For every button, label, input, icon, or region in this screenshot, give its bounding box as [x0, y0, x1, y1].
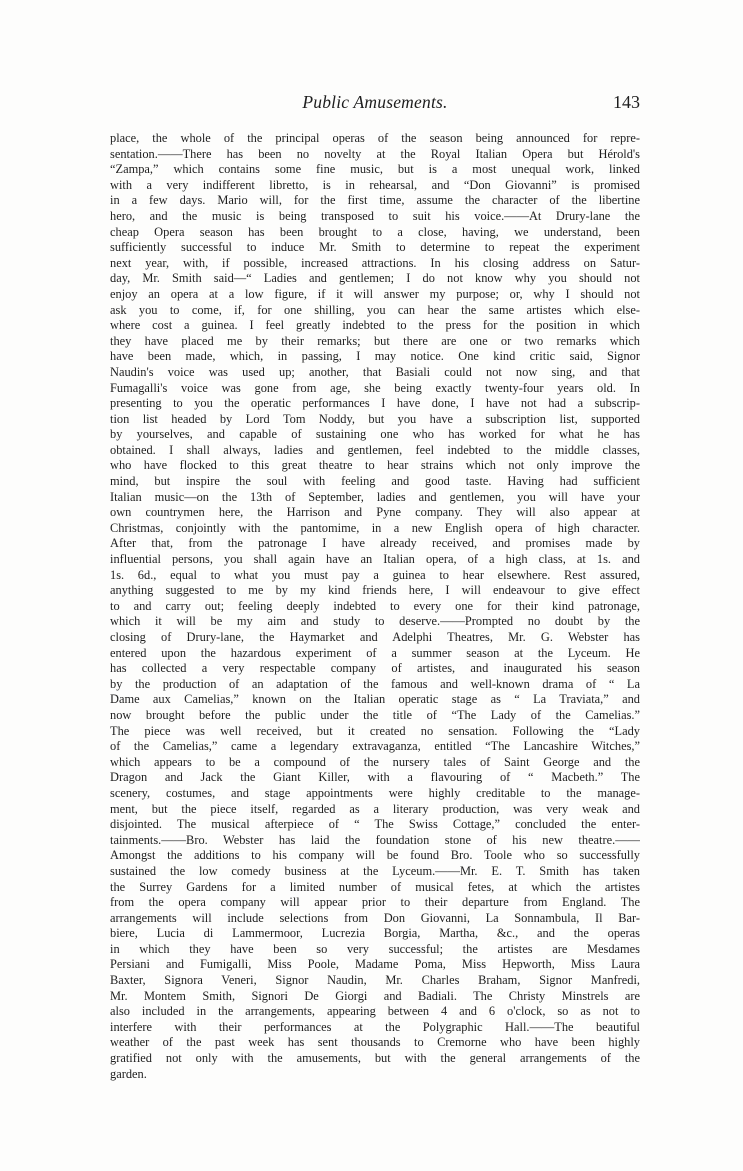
text-line: enjoy an opera at a low figure, if it will answer my purpose; or, why I should not — [110, 286, 640, 301]
text-line: Persiani and Fumigalli, Miss Poole, Madame Poma, Miss Hepworth, Miss Laura — [110, 957, 640, 972]
text-line: which appears to be a compound of the nursery tales of Saint George and the — [110, 754, 640, 769]
text-line: by the production of an adaptation of the famous and well-known drama of “ La — [110, 676, 640, 691]
text-line: Fumagalli's voice was gone from age, she being exactly twenty-four years old. In — [110, 380, 640, 395]
text-line: anything suggested to me by my kind friends here, I will endeavour to give effect — [110, 583, 640, 598]
text-line: The piece was well received, but it created no sensation. Following the “Lady — [110, 723, 640, 738]
text-line: ment, but the piece itself, regarded as a literary production, was very weak and — [110, 801, 640, 816]
text-line: arrangements will include selections from Don Giovanni, La Sonnambula, Il Bar- — [110, 910, 640, 925]
text-line: in which they have been so very successful; the artistes are Mesdames — [110, 941, 640, 956]
text-line: 1s. 6d., equal to what you must pay a guinea to hear elsewhere. Rest assured, — [110, 567, 640, 582]
text-line: by yourselves, and capable of sustaining one who has worked for what he has — [110, 427, 640, 442]
text-line: the Surrey Gardens for a limited number of musical fetes, at which the artistes — [110, 879, 640, 894]
text-line: hero, and the music is being transposed to suit his voice.——At Drury-lane the — [110, 208, 640, 223]
text-line: sustained the low comedy business at the Lyceum.——Mr. E. T. Smith has taken — [110, 863, 640, 878]
text-line: Christmas, conjointly with the pantomime, in a new English opera of high character. — [110, 520, 640, 535]
text-line: Mr. Montem Smith, Signori De Giorgi and Badiali. The Christy Minstrels are — [110, 988, 640, 1003]
text-line: presenting to you the operatic performances I have done, I have not had a subscrip- — [110, 396, 640, 411]
text-line: next year, with, if possible, increased attractions. In his closing address on Satur- — [110, 255, 640, 270]
text-line: Naudin's voice was used up; another, that Basiali could not now sing, and that — [110, 364, 640, 379]
text-line: own countrymen here, the Harrison and Pyne company. They will also appear at — [110, 505, 640, 520]
text-line: obtained. I shall always, ladies and gentlemen, feel indebted to the middle classes, — [110, 442, 640, 457]
text-line: day, Mr. Smith said—“ Ladies and gentlemen; I do not know why you should not — [110, 271, 640, 286]
text-line: gratified not only with the amusements, but with the general arrangements of the — [110, 1051, 640, 1066]
text-line: where cost a guinea. I feel greatly indebted to the press for the position in which — [110, 318, 640, 333]
text-line: has collected a very respectable company of artistes, and inaugurated his season — [110, 661, 640, 676]
text-line: sentation.——There has been no novelty at the Royal Italian Opera but Hérold's — [110, 146, 640, 161]
page-title: Public Amusements. — [302, 92, 448, 112]
text-line: from the opera company will appear prior to their departure from England. The — [110, 895, 640, 910]
text-line: ask you to come, if, for one shilling, you can hear the same artistes which else- — [110, 302, 640, 317]
text-line: cheap Opera season has been brought to a close, having, we understand, been — [110, 224, 640, 239]
text-line: interfere with their performances at the Polygraphic Hall.——The beautiful — [110, 1019, 640, 1034]
text-line: Baxter, Signora Veneri, Signor Naudin, Mr. Charles Braham, Signor Manfredi, — [110, 973, 640, 988]
text-line: who have flocked to this great theatre to hear strains which not only improve the — [110, 458, 640, 473]
text-line: Amongst the additions to his company will be found Bro. Toole who so successfully — [110, 848, 640, 863]
text-line: weather of the past week has sent thousands to Cremorne who have been highly — [110, 1035, 640, 1050]
text-line: scenery, costumes, and stage appointments were highly creditable to the manage- — [110, 785, 640, 800]
text-line: “Zampa,” which contains some fine music, but is a most unequal work, linked — [110, 162, 640, 177]
text-line: they have placed me by their remarks; but there are one or two remarks which — [110, 333, 640, 348]
text-line: biere, Lucia di Lammermoor, Lucrezia Borgia, Martha, &c., and the operas — [110, 926, 640, 941]
text-line: sufficiently successful to induce Mr. Smith to determine to repeat the experiment — [110, 240, 640, 255]
text-line: tainments.——Bro. Webster has laid the foundation stone of his new theatre.—— — [110, 832, 640, 847]
text-line: influential persons, you shall again have an Italian opera, of a high class, at 1s. and — [110, 552, 640, 567]
text-line: also included in the arrangements, appearing between 4 and 6 o'clock, so as not to — [110, 1004, 640, 1019]
text-line: closing of Drury-lane, the Haymarket and Adelphi Theatres, Mr. G. Webster has — [110, 630, 640, 644]
text-line: tion list headed by Lord Tom Noddy, but you have a subscription list, supported — [110, 411, 640, 426]
text-line: garden. — [110, 1066, 147, 1081]
text-line: Dame aux Camelias,” known on the Italian operatic stage as “ La Traviata,” and — [110, 692, 640, 707]
article-body — [110, 131, 640, 1082]
text-line: Italian music—on the 13th of September, ladies and gentlemen, you will have your — [110, 489, 640, 504]
text-line: of the Camelias,” came a legendary extravaganza, entitled “The Lancashire Witches,” — [110, 739, 640, 754]
text-line: place, the whole of the principal operas of the season being announced for repre- — [110, 131, 640, 145]
text-line: now brought before the public under the title of “The Lady of the Camelias.” — [110, 707, 640, 722]
text-line: After that, from the patronage I have already received, and promises made by — [110, 536, 640, 551]
text-line: which it will be my aim and study to deserve.——Prompted no doubt by the — [110, 614, 640, 629]
text-line: have been made, which, in passing, I may notice. One kind critic said, Signor — [110, 349, 640, 364]
text-line: to and carry out; feeling deeply indebted to every one for their kind patronage, — [110, 598, 640, 613]
text-line: entered upon the hazardous experiment of a summer season at the Lyceum. He — [110, 645, 640, 660]
text-line: disjointed. The musical afterpiece of “ The Swiss Cottage,” concluded the enter- — [110, 817, 640, 832]
text-line: in a few days. Mario will, for the first time, assume the character of the libertine — [110, 193, 640, 208]
page-number: 143 — [613, 92, 640, 112]
text-line: with a very indifferent libretto, is in rehearsal, and “Don Giovanni” is promised — [110, 177, 640, 192]
text-line: Dragon and Jack the Giant Killer, with a flavouring of “ Macbeth.” The — [110, 770, 640, 785]
running-head — [110, 92, 640, 116]
text-line: mind, but inspire the soul with feeling and good taste. Having had sufficient — [110, 474, 640, 489]
